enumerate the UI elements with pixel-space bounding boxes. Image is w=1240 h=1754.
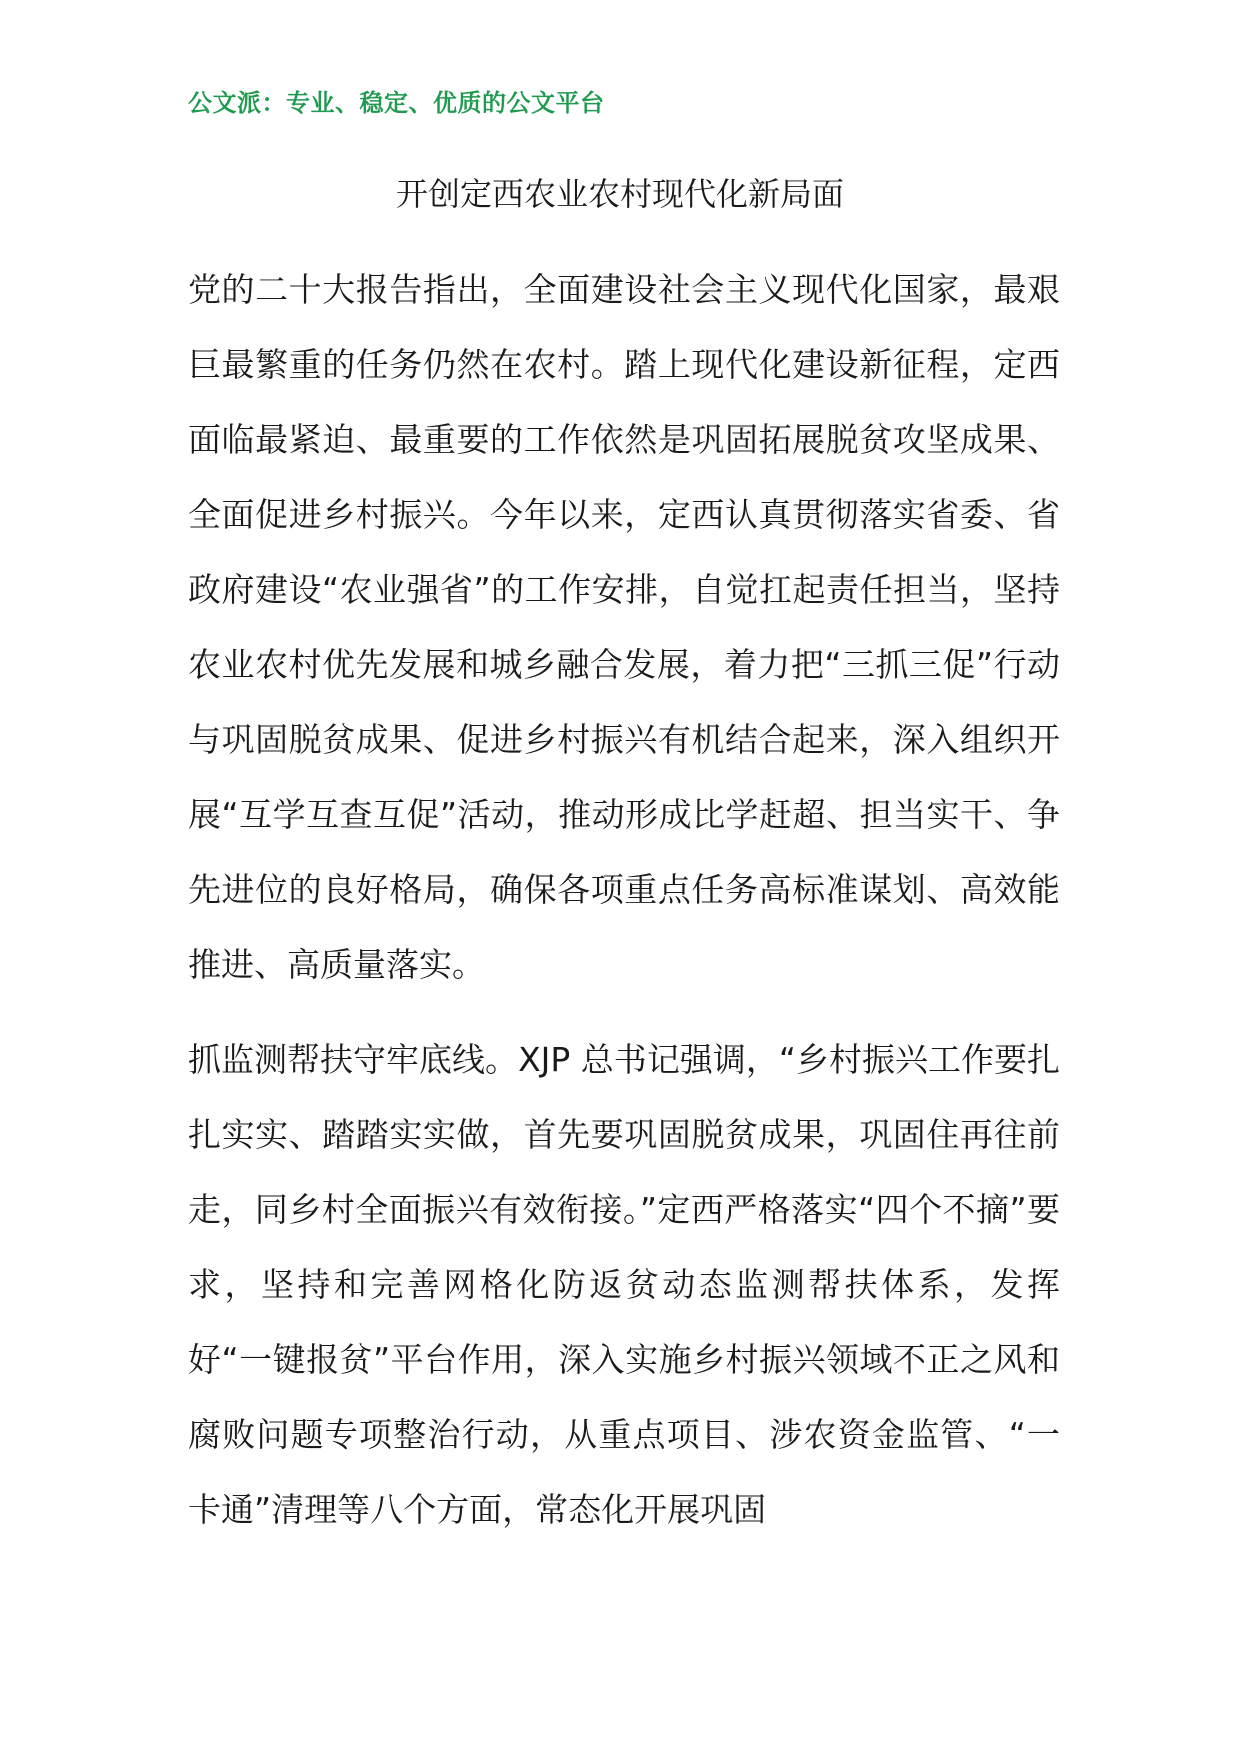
document-title: 开创定西农业农村现代化新局面 bbox=[395, 175, 844, 213]
brand-header: 公文派：专业、稳定、优质的公文平台 bbox=[188, 89, 605, 117]
paragraph-monitoring: 抓监测帮扶守牢底线。XJP 总书记强调，“乡村振兴工作要扎扎实实、踏踏实实做，首先要巩固脱贫成果，巩固住再往前走，同乡村全面振兴有效衔接。”定西严格落实“四个不摘”要求，坚持和完善网格化防返贫动态监测帮扶体系，发挥好“一键报贫”平台作用，深入实施乡村振兴领域不正之风和腐败问题专项整治行动，从重点项目、涉农资金监管、“一卡通”清理等八个方面，常态化开展巩固 bbox=[188, 1040, 1060, 1529]
paragraph-intro: 党的二十大报告指出，全面建设社会主义现代化国家，最艰巨最繁重的任务仍然在农村。踏上现代化建设新征程，定西面临最紧迫、最重要的工作依然是巩固拓展脱贫攻坚成果、全面促进乡村振兴。今年以来，定西认真贯彻落实省委、省政府建设“农业强省”的工作安排，自觉扛起责任担当，坚持农业农村优先发展和城乡融合发展，着力把“三抓三促”行动与巩固脱贫成果、促进乡村振兴有机结合起来，深入组织开展“互学互查互促”活动，推动形成比学赶超、担当实干、争先进位的良好格局，确保各项重点任务高标准谋划、高效能推进、高质量落实。 bbox=[188, 270, 1060, 984]
